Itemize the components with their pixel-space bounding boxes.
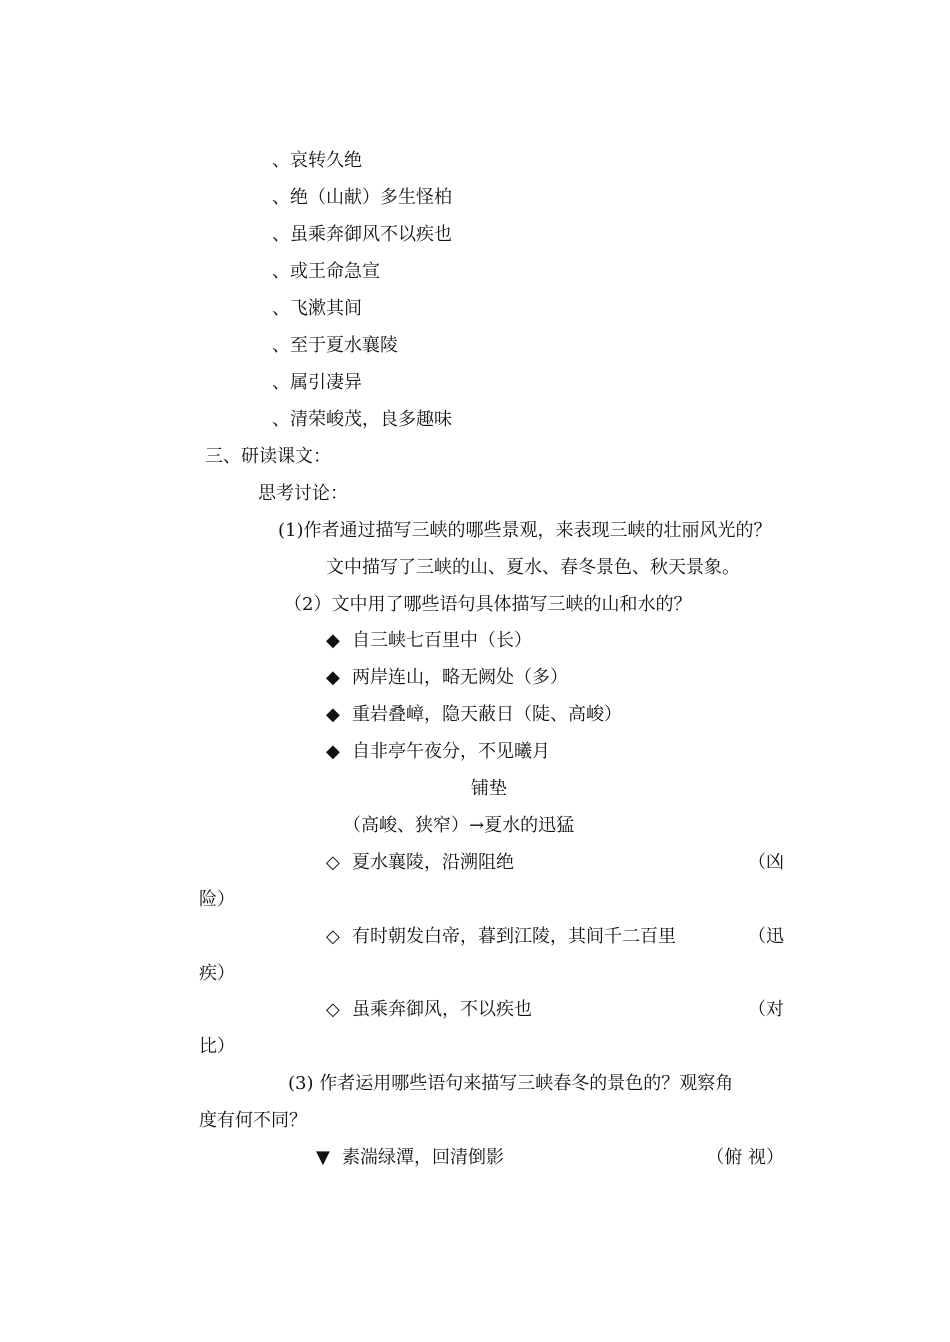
- diamond-filled-icon: ◆: [326, 741, 340, 762]
- mountain-item-text: 自三峡七百里中（长）: [352, 630, 532, 651]
- water-item-note: （凶: [748, 852, 784, 873]
- mountain-item: [326, 741, 550, 763]
- question-3-line2: 度有何不同？: [199, 1110, 307, 1131]
- water-item-note-cont: 比）: [199, 1036, 235, 1057]
- spring-winter-item: [316, 1147, 504, 1169]
- vocab-item: 、属引凄异: [272, 372, 362, 393]
- diamond-outline-icon: ◇: [326, 999, 340, 1020]
- diamond-outline-icon: ◇: [326, 926, 340, 947]
- transition-line: （高峻、狭窄）→夏水的迅猛: [343, 815, 575, 836]
- spring-winter-item-text: 素湍绿潭，回清倒影: [342, 1147, 504, 1168]
- water-item-note: （迅: [748, 926, 784, 947]
- question-3-line1: (3) 作者运用哪些语句来描写三峡春冬的景色的？观察角: [288, 1073, 734, 1094]
- vocab-item: 、哀转久绝: [272, 150, 362, 171]
- section-heading: 三、研读课文：: [205, 446, 331, 467]
- transition-label: 铺垫: [471, 778, 507, 799]
- diamond-filled-icon: ◆: [326, 630, 340, 651]
- mountain-item-text: 两岸连山，略无阙处（多）: [352, 667, 568, 688]
- vocab-item: 、或王命急宣: [272, 261, 380, 282]
- discussion-label: 思考讨论：: [258, 483, 348, 504]
- answer-1: 文中描写了三峡的山、夏水、春冬景色、秋天景象。: [326, 557, 740, 578]
- mountain-item-text: 自非亭午夜分，不见曦月: [352, 741, 550, 762]
- vocab-item: 、绝（山献）多生怪柏: [272, 187, 452, 208]
- water-item-note: （对: [748, 999, 784, 1020]
- water-item-text: 虽乘奔御风，不以疾也: [352, 999, 532, 1020]
- water-item: [326, 852, 514, 874]
- vocab-item: 、至于夏水襄陵: [272, 335, 398, 356]
- diamond-filled-icon: ◆: [326, 704, 340, 725]
- vocab-item: 、清荣峻茂，良多趣味: [272, 409, 452, 430]
- vocab-item: 、虽乘奔御风不以疾也: [272, 224, 452, 245]
- mountain-item: [326, 630, 532, 652]
- water-item-text: 夏水襄陵，沿溯阻绝: [352, 852, 514, 873]
- question-1: (1)作者通过描写三峡的哪些景观，来表现三峡的壮丽风光的？: [278, 520, 772, 541]
- diamond-filled-icon: ◆: [326, 667, 340, 688]
- mountain-item-text: 重岩叠嶂，隐天蔽日（陡、高峻）: [352, 704, 622, 725]
- spring-winter-item-note: （俯 视）: [706, 1147, 784, 1168]
- water-item-note-cont: 疾）: [199, 963, 235, 984]
- mountain-item: [326, 704, 622, 726]
- mountain-item: [326, 667, 568, 689]
- water-item-note-cont: 险）: [199, 889, 235, 910]
- water-item: [326, 999, 532, 1021]
- triangle-down-icon: ▼: [316, 1147, 330, 1168]
- vocab-item: 、飞漱其间: [272, 298, 362, 319]
- water-item-text: 有时朝发白帝，暮到江陵，其间千二百里: [352, 926, 676, 947]
- water-item: [326, 926, 676, 948]
- question-2: （2）文中用了哪些语句具体描写三峡的山和水的？: [284, 594, 692, 615]
- diamond-outline-icon: ◇: [326, 852, 340, 873]
